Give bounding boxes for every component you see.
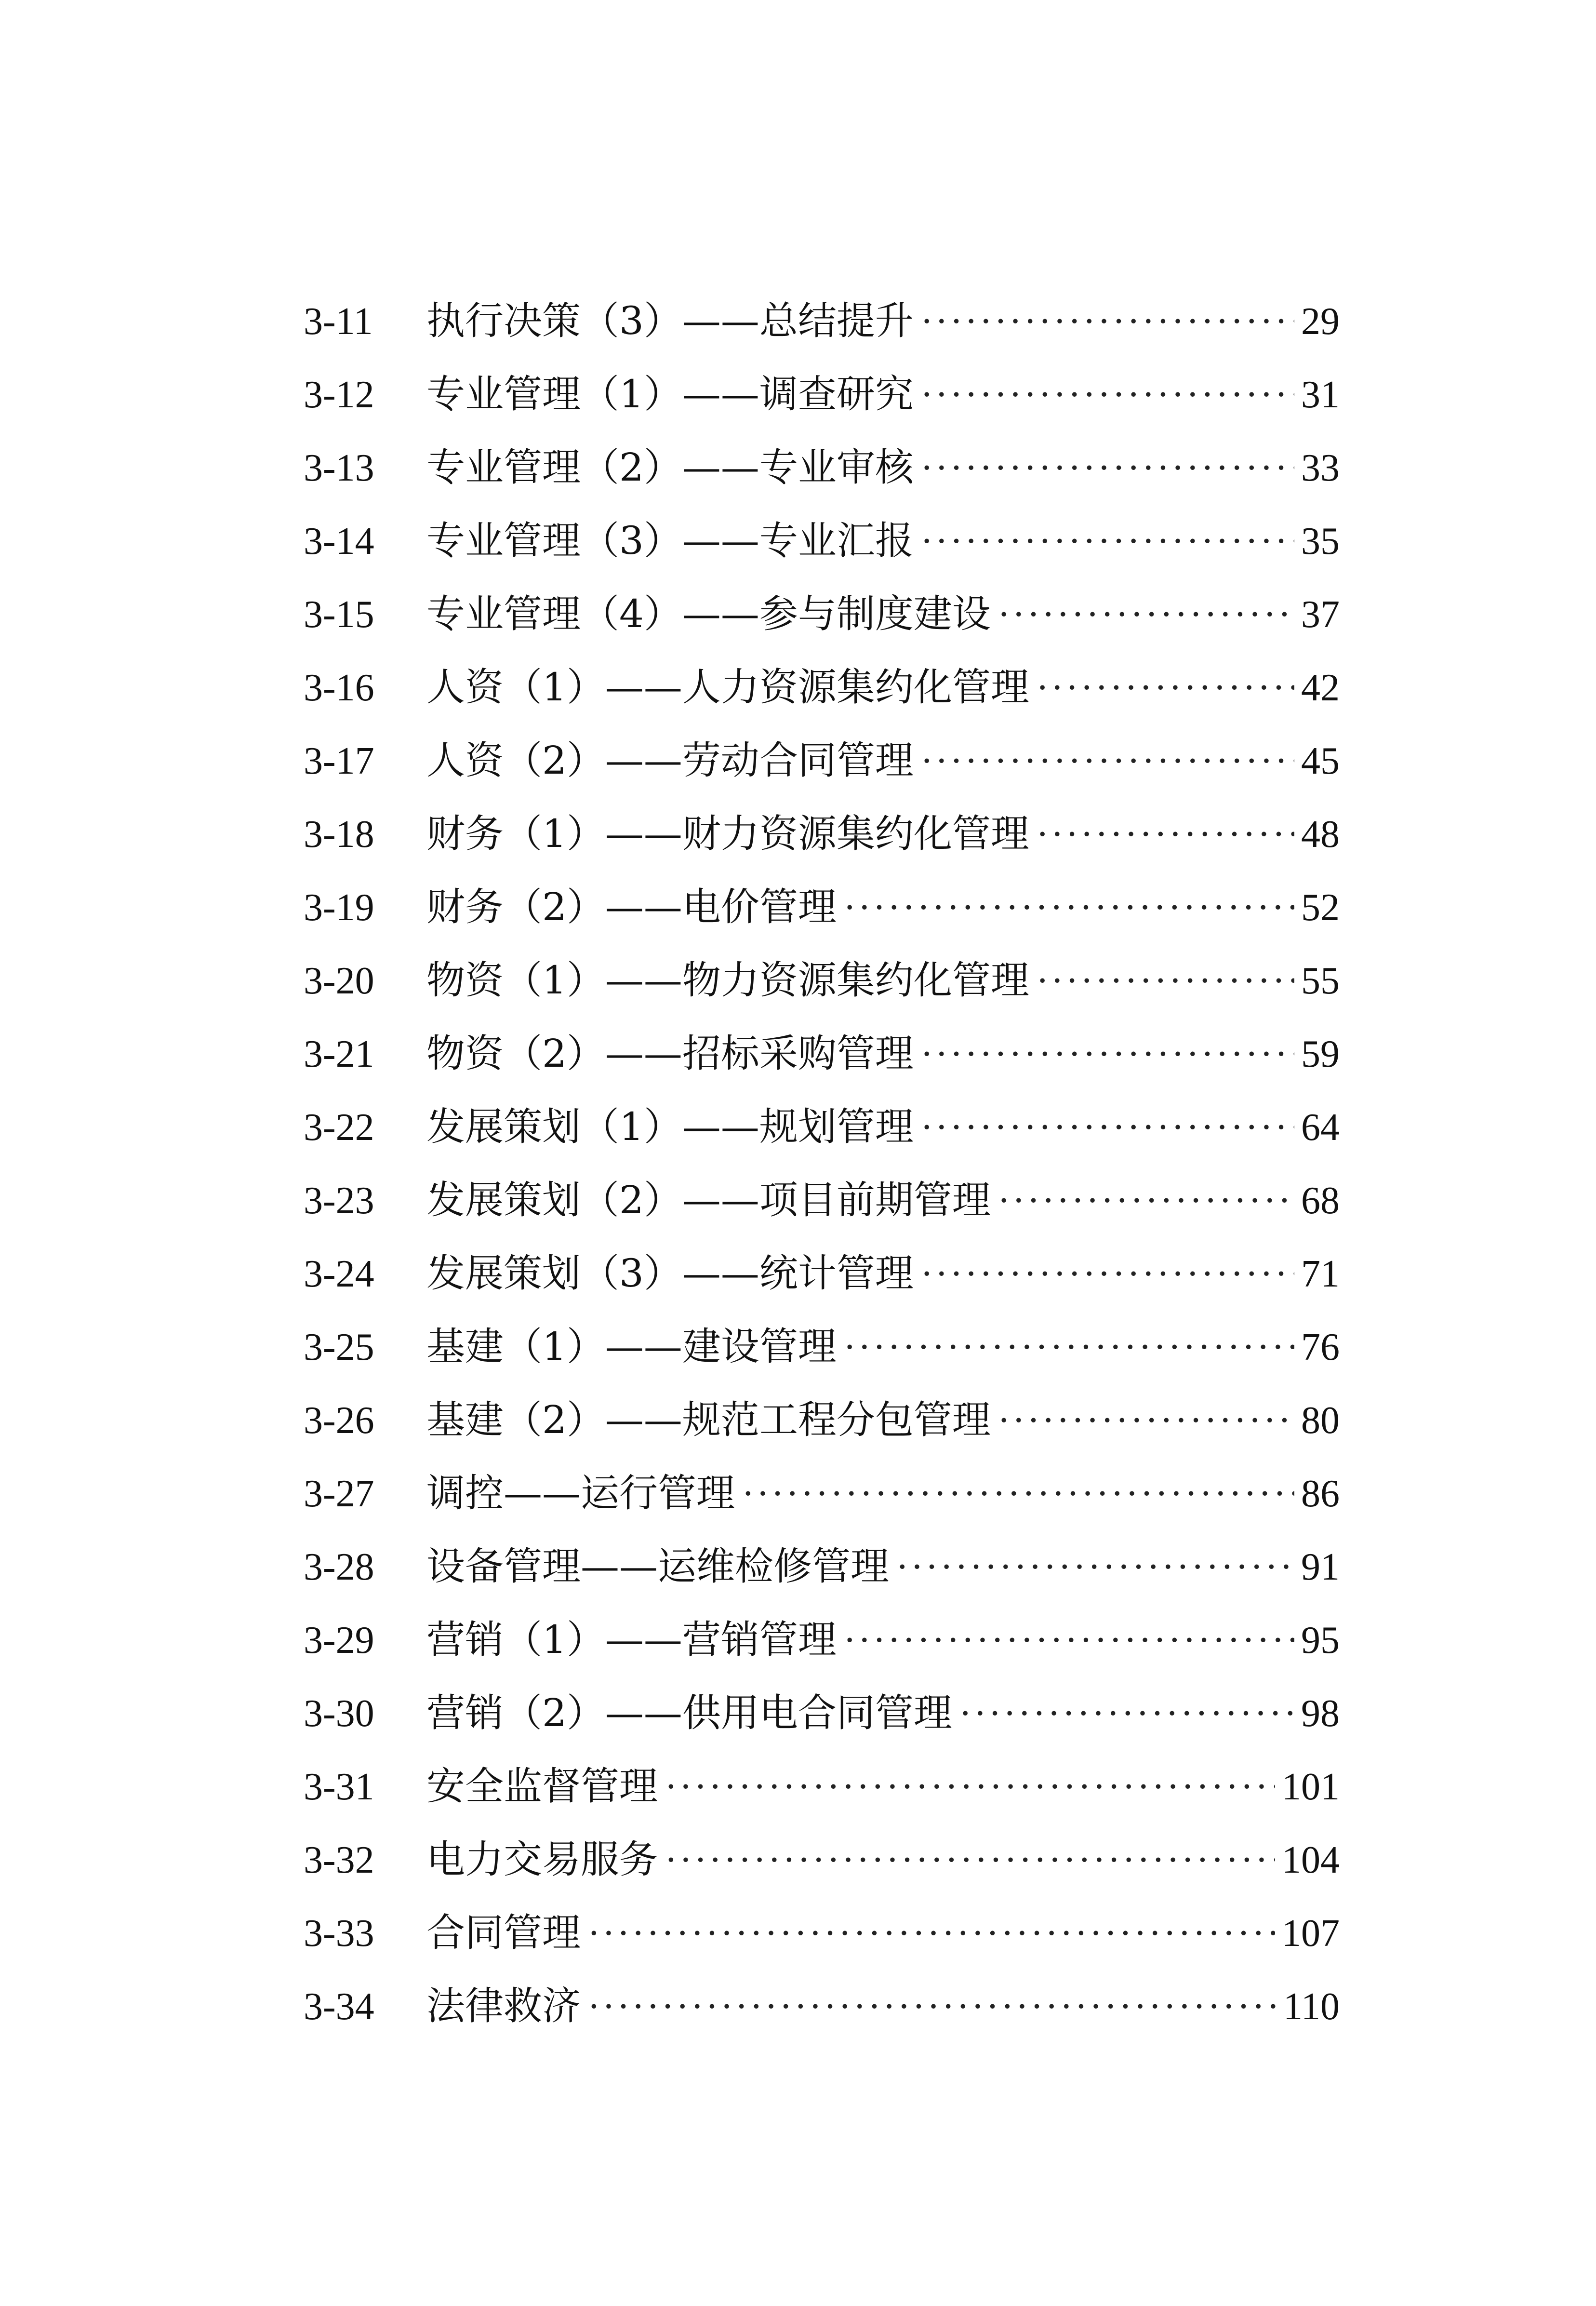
toc-entry-page: 59: [1301, 1033, 1340, 1075]
toc-entry[interactable]: [304, 1896, 1340, 1970]
toc-entry-number: 3-31: [304, 1766, 374, 1808]
toc-entry[interactable]: [304, 1970, 1340, 2043]
toc-dot-leader: [587, 1897, 1275, 1970]
toc-entry-number: 3-24: [304, 1253, 374, 1295]
toc-entry[interactable]: [304, 1164, 1340, 1237]
toc-entry-number: 3-30: [304, 1692, 374, 1735]
toc-dot-leader: [920, 505, 1294, 578]
toc-dot-leader: [1036, 651, 1294, 724]
toc-dot-leader: [920, 1091, 1294, 1164]
toc-entry-number: 3-16: [304, 667, 374, 709]
toc-entry-title: 物资（2）——招标采购管理: [426, 1031, 914, 1076]
toc-entry-number: 3-15: [304, 593, 374, 636]
toc-dot-leader: [587, 1970, 1277, 2043]
toc-entry-title: 发展策划（2）——项目前期管理: [426, 1178, 991, 1222]
toc-entry[interactable]: [304, 1750, 1340, 1823]
toc-entry[interactable]: [304, 358, 1340, 431]
toc-entry-page: 107: [1282, 1912, 1340, 1955]
toc-entry-page: 104: [1282, 1839, 1340, 1881]
toc-entry[interactable]: [304, 1823, 1340, 1896]
toc-entry-page: 86: [1301, 1473, 1340, 1515]
toc-entry-title: 营销（1）——营销管理: [426, 1617, 837, 1662]
toc-entry-title: 物资（1）——物力资源集约化管理: [426, 958, 1029, 1003]
toc-entry[interactable]: [304, 284, 1340, 358]
toc-entry-title: 财务（1）——财力资源集约化管理: [426, 811, 1029, 856]
toc-entry[interactable]: [304, 1090, 1340, 1164]
toc-entry-number: 3-19: [304, 886, 374, 929]
toc-entry[interactable]: [304, 1237, 1340, 1310]
toc-entry-title: 发展策划（1）——规划管理: [426, 1104, 914, 1149]
toc-dot-leader: [920, 358, 1294, 431]
toc-entry-number: 3-18: [304, 813, 374, 856]
toc-entry-page: 71: [1301, 1253, 1340, 1295]
toc-dot-leader: [998, 1384, 1294, 1457]
toc-entry-page: 31: [1301, 374, 1340, 416]
toc-dot-leader: [920, 431, 1294, 505]
toc-entry[interactable]: [304, 1530, 1340, 1603]
toc-entry-page: 35: [1301, 520, 1340, 563]
toc-entry[interactable]: [304, 431, 1340, 504]
toc-dot-leader: [920, 1018, 1294, 1091]
toc-entry-title: 电力交易服务: [426, 1837, 658, 1882]
toc-entry-title: 财务（2）——电价管理: [426, 885, 837, 929]
toc-entry-title: 合同管理: [426, 1910, 581, 1955]
toc-entry-number: 3-23: [304, 1180, 374, 1222]
table-of-contents: [304, 284, 1340, 2043]
toc-dot-leader: [998, 1164, 1294, 1237]
toc-entry-number: 3-25: [304, 1326, 374, 1368]
toc-entry-title: 基建（1）——建设管理: [426, 1324, 837, 1369]
toc-entry-title: 发展策划（3）——统计管理: [426, 1251, 914, 1296]
toc-entry-page: 52: [1301, 886, 1340, 929]
toc-entry-number: 3-33: [304, 1912, 374, 1955]
toc-dot-leader: [920, 724, 1294, 798]
toc-entry-title: 人资（1）——人力资源集约化管理: [426, 665, 1029, 710]
toc-dot-leader: [665, 1823, 1275, 1897]
toc-dot-leader: [998, 578, 1294, 651]
toc-entry-number: 3-34: [304, 1985, 374, 2028]
toc-entry-number: 3-29: [304, 1619, 374, 1662]
toc-entry-number: 3-28: [304, 1546, 374, 1588]
toc-entry-page: 45: [1301, 740, 1340, 782]
toc-entry-number: 3-13: [304, 447, 374, 489]
toc-entry-page: 37: [1301, 593, 1340, 636]
toc-entry-page: 42: [1301, 667, 1340, 709]
toc-entry-number: 3-21: [304, 1033, 374, 1075]
toc-entry-page: 33: [1301, 447, 1340, 489]
toc-entry-page: 91: [1301, 1546, 1340, 1588]
toc-entry-number: 3-17: [304, 740, 374, 782]
toc-entry-page: 64: [1301, 1106, 1340, 1149]
toc-dot-leader: [1036, 798, 1294, 871]
toc-entry[interactable]: [304, 1676, 1340, 1750]
toc-entry-page: 48: [1301, 813, 1340, 856]
toc-entry-title: 专业管理（2）——专业审核: [426, 445, 914, 490]
toc-dot-leader: [665, 1750, 1275, 1823]
toc-entry-title: 专业管理（3）——专业汇报: [426, 518, 914, 563]
toc-entry-number: 3-32: [304, 1839, 374, 1881]
toc-dot-leader: [920, 285, 1294, 358]
toc-entry[interactable]: [304, 651, 1340, 724]
toc-entry[interactable]: [304, 504, 1340, 577]
toc-entry-title: 人资（2）——劳动合同管理: [426, 738, 914, 783]
toc-entry[interactable]: [304, 1383, 1340, 1457]
toc-entry[interactable]: [304, 797, 1340, 871]
toc-entry-title: 专业管理（1）——调查研究: [426, 372, 914, 416]
toc-entry-title: 专业管理（4）——参与制度建设: [426, 591, 991, 636]
toc-entry-page: 80: [1301, 1399, 1340, 1442]
toc-dot-leader: [742, 1457, 1294, 1530]
toc-entry-page: 29: [1301, 300, 1340, 343]
toc-entry-number: 3-27: [304, 1473, 374, 1515]
toc-dot-leader: [843, 1604, 1294, 1677]
toc-dot-leader: [843, 871, 1294, 944]
toc-dot-leader: [920, 1237, 1294, 1311]
toc-dot-leader: [1036, 944, 1294, 1018]
toc-dot-leader: [959, 1677, 1294, 1750]
toc-entry[interactable]: [304, 1603, 1340, 1676]
toc-entry-title: 法律救济: [426, 1984, 581, 2028]
toc-dot-leader: [843, 1311, 1294, 1384]
toc-entry-page: 101: [1282, 1766, 1340, 1808]
toc-entry[interactable]: [304, 944, 1340, 1017]
toc-entry[interactable]: [304, 724, 1340, 797]
toc-dot-leader: [896, 1530, 1294, 1604]
toc-entry-title: 调控——运行管理: [426, 1471, 735, 1515]
toc-entry-title: 安全监督管理: [426, 1764, 658, 1809]
toc-entry-number: 3-22: [304, 1106, 374, 1149]
toc-entry-page: 95: [1301, 1619, 1340, 1662]
toc-entry-title: 营销（2）——供用电合同管理: [426, 1690, 952, 1735]
toc-entry-number: 3-20: [304, 960, 374, 1002]
toc-entry-page: 55: [1301, 960, 1340, 1002]
toc-entry-page: 98: [1301, 1692, 1340, 1735]
toc-entry-page: 68: [1301, 1180, 1340, 1222]
toc-entry-title: 执行决策（3）——总结提升: [426, 298, 914, 343]
toc-entry[interactable]: [304, 1457, 1340, 1530]
toc-entry[interactable]: [304, 1310, 1340, 1383]
toc-entry[interactable]: [304, 577, 1340, 651]
toc-entry-number: 3-11: [304, 300, 373, 343]
toc-entry-number: 3-26: [304, 1399, 374, 1442]
toc-entry-page: 110: [1283, 1985, 1340, 2028]
toc-entry-page: 76: [1301, 1326, 1340, 1368]
toc-entry-number: 3-14: [304, 520, 374, 563]
toc-entry[interactable]: [304, 871, 1340, 944]
toc-entry-title: 设备管理——运维检修管理: [426, 1544, 889, 1589]
toc-entry-number: 3-12: [304, 374, 374, 416]
toc-entry-title: 基建（2）——规范工程分包管理: [426, 1397, 991, 1442]
toc-entry[interactable]: [304, 1017, 1340, 1090]
